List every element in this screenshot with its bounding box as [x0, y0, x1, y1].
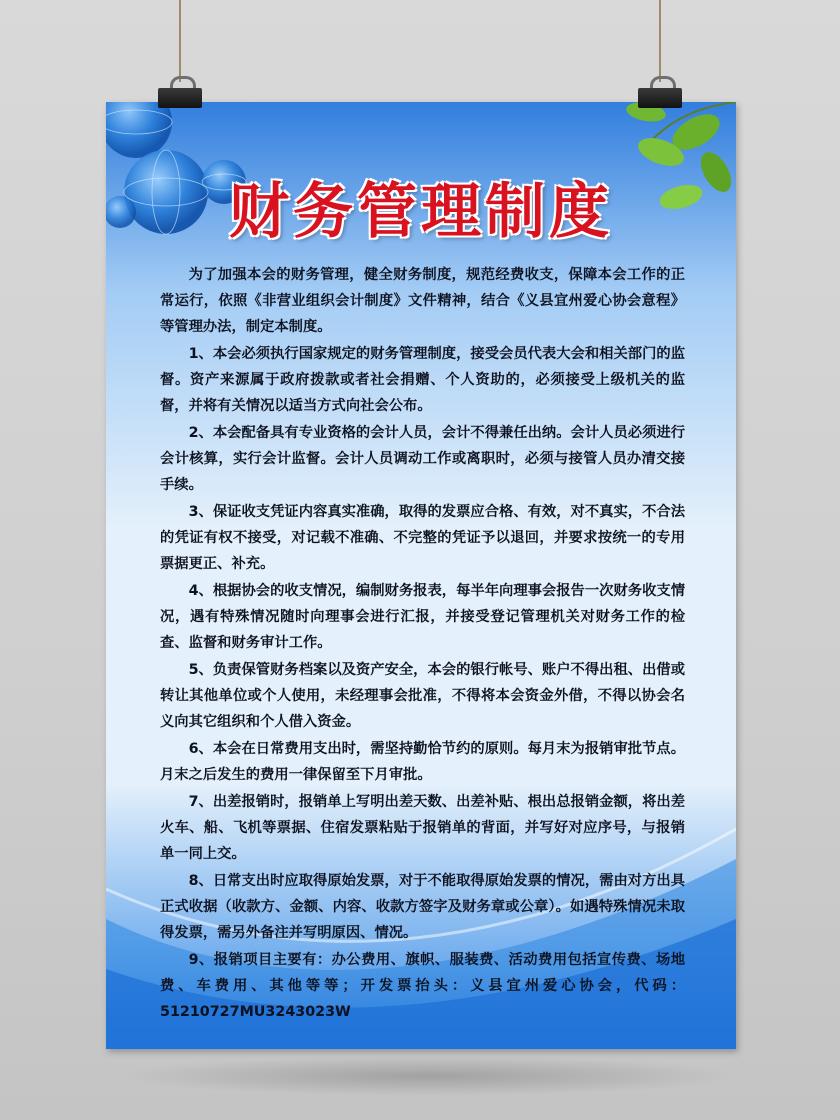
rule-1: 1、本会必须执行国家规定的财务管理制度，接受会员代表大会和相关部门的监督。资产来源属于政府拨款或者社会捐赠、个人资助的，必须接受上级机关的监督，并将有关情况以适当方式向社会公布。: [160, 346, 685, 414]
intro-paragraph: 为了加强本会的财务管理，健全财务制度，规范经费收支，保障本会工作的正常运行，依照《非营业组织会计制度》文件精神，结合《义县宜州爱心协会意程》等管理办法，制定本制度。: [160, 267, 685, 335]
poster-shadow: [118, 1056, 738, 1096]
regulation-body: [160, 262, 685, 1026]
rule-4: 4、根据协会的收支情况，编制财务报表，每半年向理事会报告一次财务收支情况，遇有特殊情况随时向理事会进行汇报，并接受登记管理机关对财务工作的检查、监督和财务审计工作。: [160, 583, 685, 651]
rule-7: 7、出差报销时，报销单上写明出差天数、出差补贴、根出总报销金额，将出差火车、船、飞机等票据、住宿发票粘贴于报销单的背面，并写好对应序号，与报销单一同上交。: [160, 794, 685, 862]
hanging-string-right: [659, 0, 661, 82]
hanging-string-left: [179, 0, 181, 82]
binder-clip-left: [158, 76, 202, 110]
rule-6: 6、本会在日常费用支出时，需坚持勤恰节约的原则。每月末为报销审批节点。月末之后发生的费用一律保留至下月审批。: [160, 741, 685, 783]
rule-2: 2、本会配备具有专业资格的会计人员，会计不得兼任出纳。会计人员必须进行会计核算，实行会计监督。会计人员调动工作或离职时，必须与接管人员办清交接手续。: [160, 425, 685, 493]
rule-5: 5、负责保管财务档案以及资产安全，本会的银行帐号、账户不得出租、出借或转让其他单位或个人使用，未经理事会批准，不得将本会资金外借，不得以协会名义向其它组织和个人借入资金。: [160, 662, 685, 730]
rule-3: 3、保证收支凭证内容真实准确，取得的发票应合格、有效，对不真实，不合法的凭证有权不接受，对记载不准确、不完整的凭证予以退回，并要求按统一的专用票据更正、补充。: [160, 504, 685, 572]
rule-8: 8、日常支出时应取得原始发票，对于不能取得原始发票的情况，需由对方出具正式收据（收款方、金额、内容、收款方签字及财务章或公章）。如遇特殊情况未取得发票，需另外备注并写明原因、情况。: [160, 873, 685, 941]
binder-clip-right: [638, 76, 682, 110]
rule-9: 9、报销项目主要有：办公费用、旗帜、服装费、活动费用包括宣传费、场地费、车费用、其他等等；开发票抬头：义县宜州爱心协会，代码：51210727MU3243023W: [160, 952, 685, 1020]
poster: [106, 102, 736, 1049]
poster-title: 财务管理制度: [229, 177, 613, 247]
